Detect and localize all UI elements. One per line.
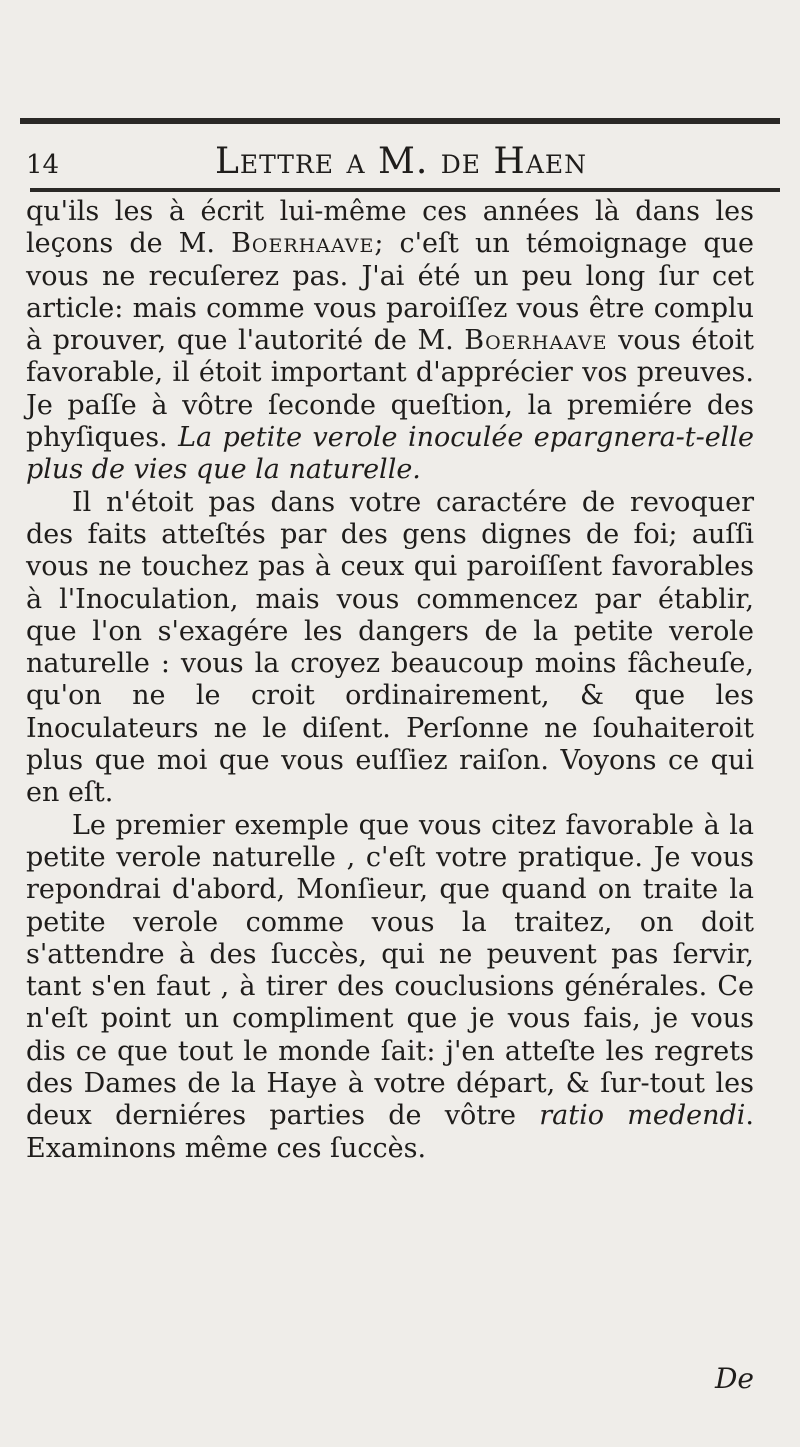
name-boerhaave: Boerhaave (231, 228, 375, 260)
text-run: Le premier exemple que vous citez favorable à la petite verole naturelle , c'eſt votre pratique. Je vous repondrai d'abord, Monſieur, que quand on traite la petite verole comme vous la traitez, on doit s'attendre à des ſuccès, qui ne peuvent pas ſervir, tant s'en faut , à tirer des couclusions générales. Ce n'eſt point un compliment que je vous fais, je vous dis ce que tout le monde ſait: j'en atteſte les regrets des Dames de la Haye à votre départ, & ſur-tout les deux derniéres parties de vôtre (26, 809, 754, 1132)
paragraph-2: Il n'étoit pas dans votre caractére de revoquer des faits atteſtés par des gens dignes de foi; auſſi vous ne touchez pas à ceux qui paroiſſent favorables à l'Inoculation, mais vous commencez par établir, que l'on s'exagére les dangers de la petite verole naturelle : vous la croyez beaucoup moins fâcheuſe, qu'on ne le croit ordinairement, & que les Inoculateurs ne le diſent. Perſonne ne ſouhaiteroit plus que moi que vous euſſiez raiſon. Voyons ce qui en eſt. (26, 486, 754, 809)
body-text (26, 196, 754, 1165)
text-run: ; c'eſt un témoignage que vous ne recuſerez pas. J'ai été un peu long ſur cet article: mais comme vous paroiſſez vous être complu à prouver, que l'autorité de M. (26, 228, 754, 357)
text-run: . Examinons même ces ſuccès. (26, 1100, 754, 1164)
name-boerhaave: Boerhaave (464, 325, 608, 357)
catchword: De (714, 1362, 754, 1395)
running-head: Lettre a M. de Haen (214, 141, 588, 182)
paragraph-1 (26, 196, 754, 487)
question-title: La petite verole inoculée epargnera-t-elle plus de vies que la naturelle. (26, 422, 754, 486)
text-run: qu'ils les à écrit lui-même ces années là dans les leçons de M. (26, 196, 754, 260)
page-header (26, 140, 776, 180)
paragraph-3 (26, 810, 754, 1165)
page-number: 14 (26, 150, 60, 180)
text-run: vous étoit favorable, il étoit important d'apprécier vos preuves. Je paſſe à vôtre ſeconde queſtion, la premiére des phyſiques. (26, 325, 754, 454)
latin-phrase: ratio medendi (539, 1100, 746, 1132)
header-rule (30, 188, 780, 192)
top-rule (20, 118, 780, 124)
